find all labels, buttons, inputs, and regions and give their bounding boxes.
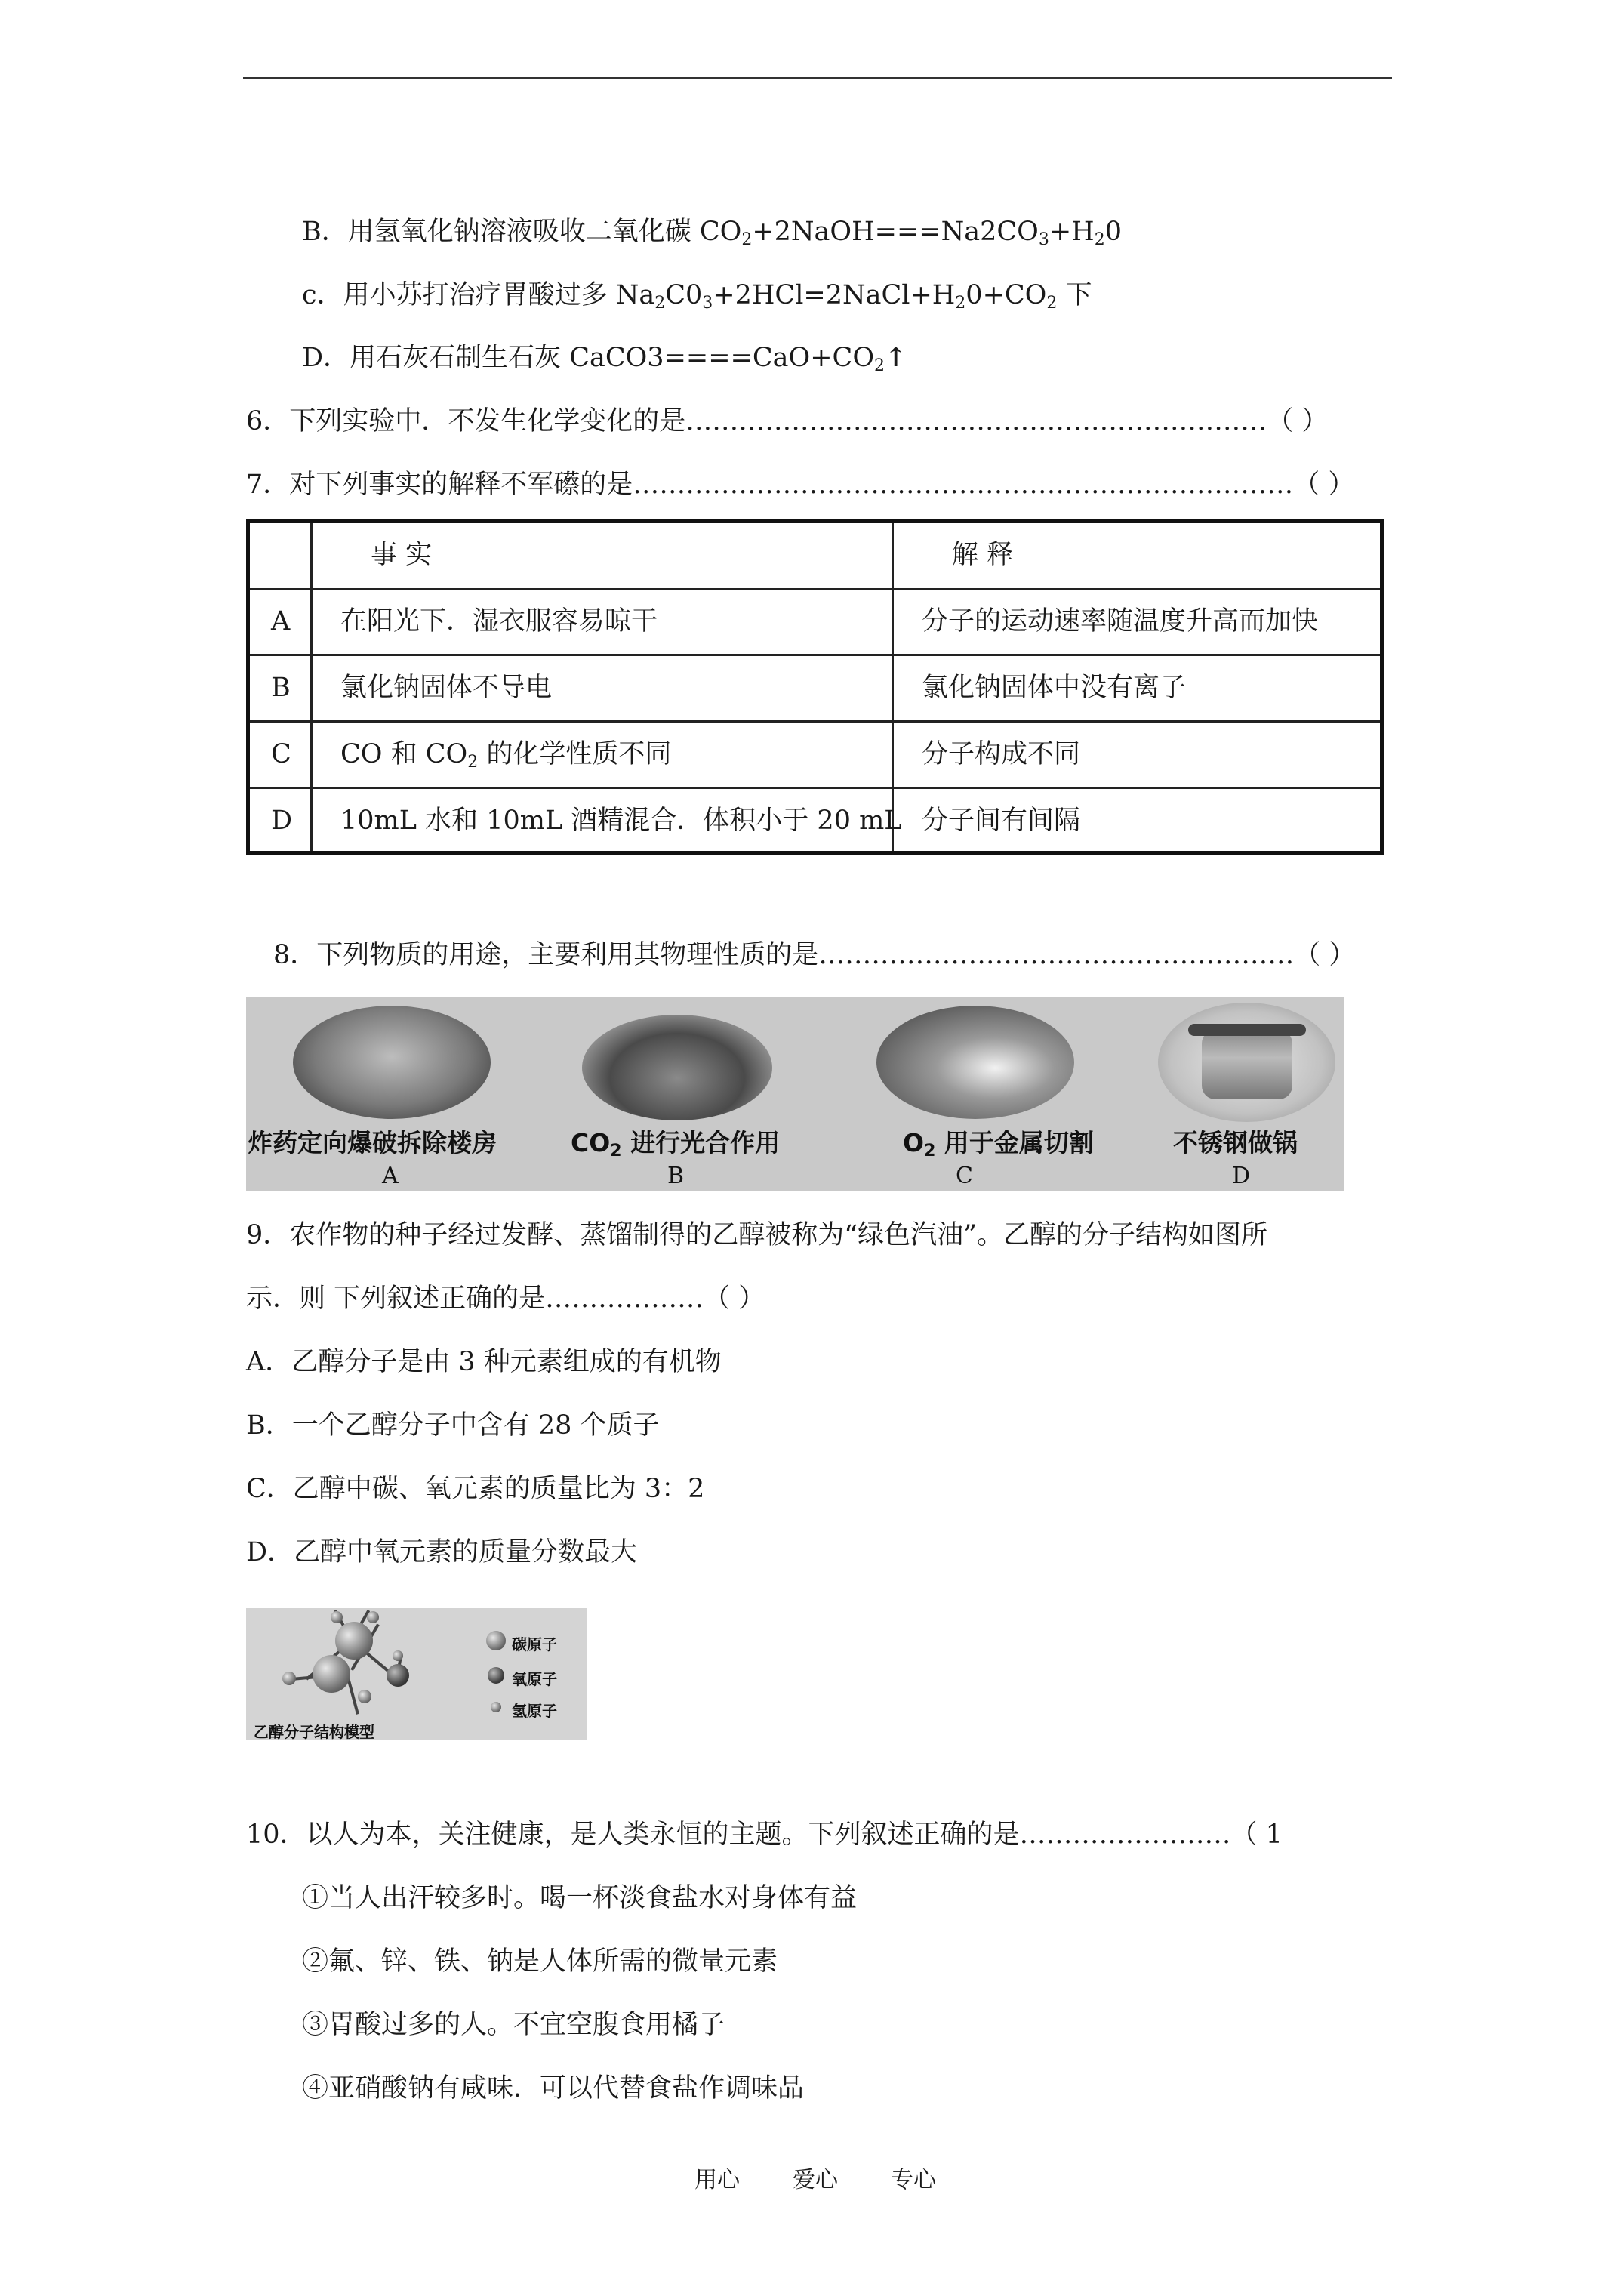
table-divider	[310, 523, 313, 851]
table-row-fact: 氯化钠固体不导电	[340, 673, 553, 703]
q8-letter-d: D	[1232, 1163, 1251, 1189]
q9-option-b: B．一个乙醇分子中含有 28 个质子	[246, 1410, 660, 1441]
q5-option-b: B．用氢氧化钠溶液吸收二氧化碳 $CO_2+2NaOH===Na2CO_3+H_20$	[302, 217, 1122, 249]
q8-caption-c: $O_2$ 用于金属切割	[903, 1128, 1094, 1160]
metal-cutting-photo	[876, 1006, 1074, 1119]
footer-text-3: 专心	[891, 2167, 936, 2193]
hydrogen-legend-icon	[491, 1702, 501, 1712]
q10-item-3: ③胃酸过多的人。不宜空腹食用橘子	[302, 2010, 725, 2040]
q5-option-d: D．用石灰石制生石灰 $CaCO3====CaO+CO_2↑$	[302, 342, 907, 375]
table-row-key: B	[271, 673, 291, 703]
q5-option-c: c．用小苏打治疗胃酸过多 $Na_2C0_3+2HCl=2NaCl+H_20+CO_2$ 下	[302, 280, 1092, 313]
demolition-photo	[293, 1006, 491, 1119]
q8-letter-a: A	[382, 1163, 399, 1189]
legend-carbon: 碳原子	[512, 1635, 557, 1653]
carbon-atom-icon	[335, 1622, 373, 1660]
table-header-fact: 事 实	[371, 540, 433, 570]
hydrogen-atom-icon	[331, 1611, 343, 1623]
table-divider	[250, 787, 1380, 789]
q9-option-a: A．乙醇分子是由 3 种元素组成的有机物	[246, 1347, 722, 1377]
table-row-key: C	[271, 739, 291, 769]
q8-caption-a: 炸药定向爆破拆除楼房	[248, 1128, 497, 1157]
hydrogen-atom-icon	[282, 1672, 296, 1685]
figure-caption: 乙醇分子结构模型	[254, 1723, 374, 1741]
footer-text-2: 爱心	[793, 2167, 838, 2193]
oxygen-legend-icon	[488, 1667, 504, 1684]
q8-letter-c: C	[956, 1163, 973, 1189]
table-row-fact: 在阳光下．湿衣服容易晾干	[340, 606, 658, 636]
legend-oxygen: 氧原子	[512, 1670, 557, 1688]
q8-photo-strip	[246, 997, 1344, 1191]
hydrogen-atom-icon	[393, 1650, 403, 1661]
table-row-fact: 10mL 水和 10mL 酒精混合．体积小于 20 mL	[340, 806, 902, 836]
ethanol-molecule-figure	[246, 1608, 587, 1740]
question-9-line-1: 9．农作物的种子经过发酵、蒸馏制得的乙醇被称为“绿色汽油”。乙醇的分子结构如图所	[246, 1220, 1268, 1250]
q8-caption-d: 不锈钢做锅	[1173, 1128, 1298, 1157]
table-row-fact: CO 和 $CO_2$ 的化学性质不同	[340, 739, 672, 772]
carbon-legend-icon	[486, 1631, 506, 1650]
q10-item-1: ①当人出汗较多时。喝一杯淡食盐水对身体有益	[302, 1883, 858, 1913]
stainless-pot-icon	[1202, 1030, 1292, 1099]
q8-caption-b: $CO_2$ 进行光合作用	[571, 1128, 781, 1160]
q9-option-d: D．乙醇中氧元素的质量分数最大	[246, 1537, 638, 1567]
table-row-explanation: 分子的运动速率随温度升高而加快	[922, 606, 1319, 636]
question-10: 10．以人为本，关注健康，是人类永恒的主题。下列叙述正确的是……………………（ 1	[246, 1820, 1283, 1850]
pot-lid-icon	[1188, 1024, 1306, 1036]
hydrogen-atom-icon	[358, 1690, 371, 1703]
table-row-key: A	[271, 606, 291, 636]
header-rule	[243, 77, 1392, 79]
question-9-line-2: 示．则 下列叙述正确的是………………（ ）	[246, 1284, 765, 1314]
table-divider	[250, 588, 1380, 590]
q8-letter-b: B	[667, 1163, 685, 1189]
question-7: 7．对下列事实的解释不军礤的是…………………………………………………………………（ ）	[246, 470, 1355, 500]
oxygen-atom-icon	[387, 1664, 409, 1687]
table-divider	[250, 654, 1380, 656]
carbon-atom-icon	[313, 1655, 350, 1693]
legend-hydrogen: 氢原子	[512, 1702, 557, 1720]
q10-item-2: ②氟、锌、铁、钠是人体所需的微量元素	[302, 1946, 778, 1977]
table-row-explanation: 分子构成不同	[922, 739, 1081, 769]
table-divider	[892, 523, 894, 851]
q9-option-c: C．乙醇中碳、氧元素的质量比为 3：2	[246, 1474, 705, 1504]
q10-item-4: ④亚硝酸钠有咸味．可以代替食盐作调味品	[302, 2073, 805, 2103]
table-divider	[250, 720, 1380, 723]
fact-explanation-table	[246, 519, 1384, 855]
hydrogen-atom-icon	[367, 1611, 379, 1623]
question-8: 8．下列物质的用途，主要利用其物理性质的是………………………………………………（ ）	[273, 940, 1356, 970]
footer-text-1: 用心	[694, 2167, 740, 2193]
forest-photo	[582, 1015, 772, 1120]
table-row-explanation: 分子间有间隔	[922, 806, 1081, 836]
table-row-key: D	[271, 806, 293, 836]
pot-photo	[1158, 1003, 1335, 1122]
table-header-explanation: 解 释	[952, 540, 1014, 570]
table-row-explanation: 氯化钠固体中没有离子	[922, 673, 1187, 703]
question-6: 6．下列实验中．不发生化学变化的是…………………………………………………………（ ）	[246, 406, 1329, 436]
